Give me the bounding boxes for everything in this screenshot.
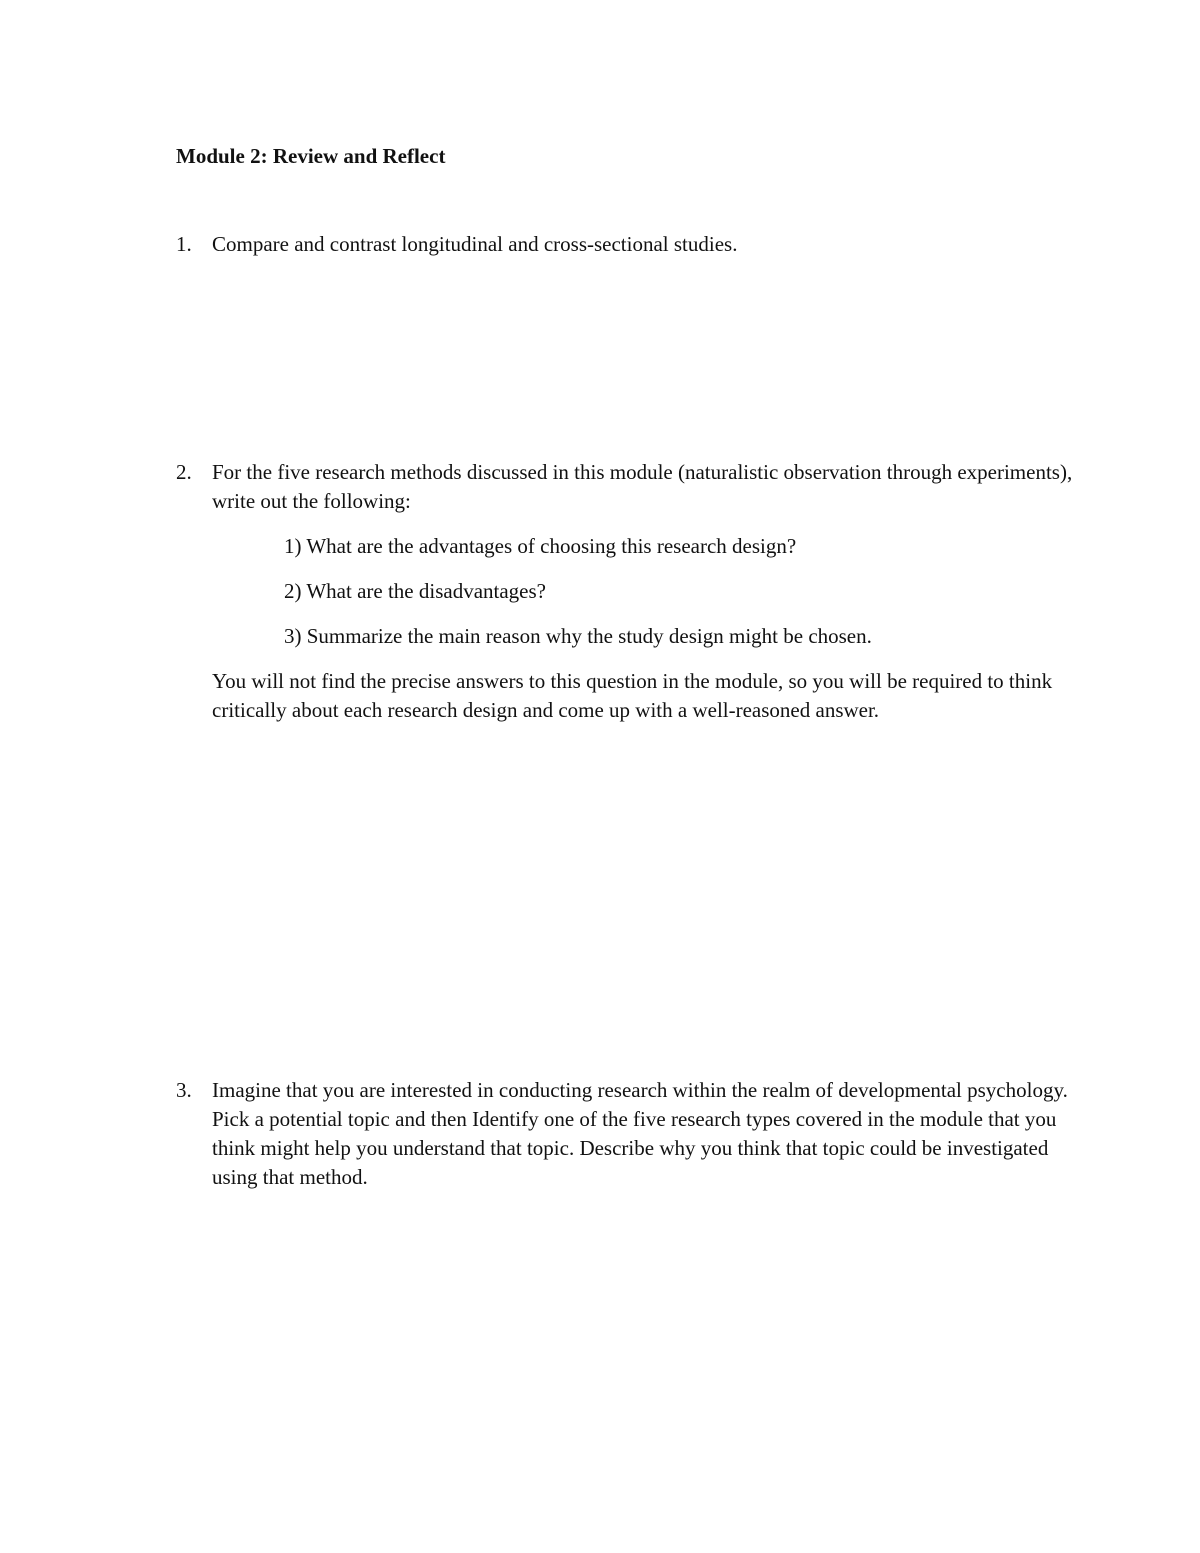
- question-number: 3.: [176, 1078, 192, 1102]
- question-2: [176, 458, 1076, 725]
- question-3: [176, 1076, 1076, 1192]
- question-number: 1.: [176, 232, 192, 256]
- question-1: [176, 230, 1076, 259]
- question-body: [212, 458, 1076, 725]
- question-body: [212, 230, 1076, 259]
- document-title: Module 2: Review and Reflect: [176, 144, 446, 168]
- sub-question-item: 2) What are the disadvantages?: [284, 579, 546, 603]
- question-body: [212, 1076, 1076, 1192]
- sub-question-item: 1) What are the advantages of choosing this research design?: [284, 534, 797, 558]
- question-note: You will not find the precise answers to this question in the module, so you will be required to think critically about each research design and come up with a well-reasoned answer.: [212, 669, 1053, 722]
- question-text: For the five research methods discussed in this module (naturalistic observation through experiments), write out the following:: [212, 460, 1073, 513]
- sub-question-list: [284, 532, 1076, 651]
- question-text: Compare and contrast longitudinal and cross-sectional studies.: [212, 232, 738, 256]
- sub-question-item: 3) Summarize the main reason why the study design might be chosen.: [284, 624, 872, 648]
- question-number: 2.: [176, 460, 192, 484]
- question-text: Imagine that you are interested in conducting research within the realm of developmental psychology. Pick a potential topic and then Identify one of the five research types covered in the module that you think might help you understand that topic. Describe why you think that topic could be investigated using that method.: [212, 1078, 1068, 1189]
